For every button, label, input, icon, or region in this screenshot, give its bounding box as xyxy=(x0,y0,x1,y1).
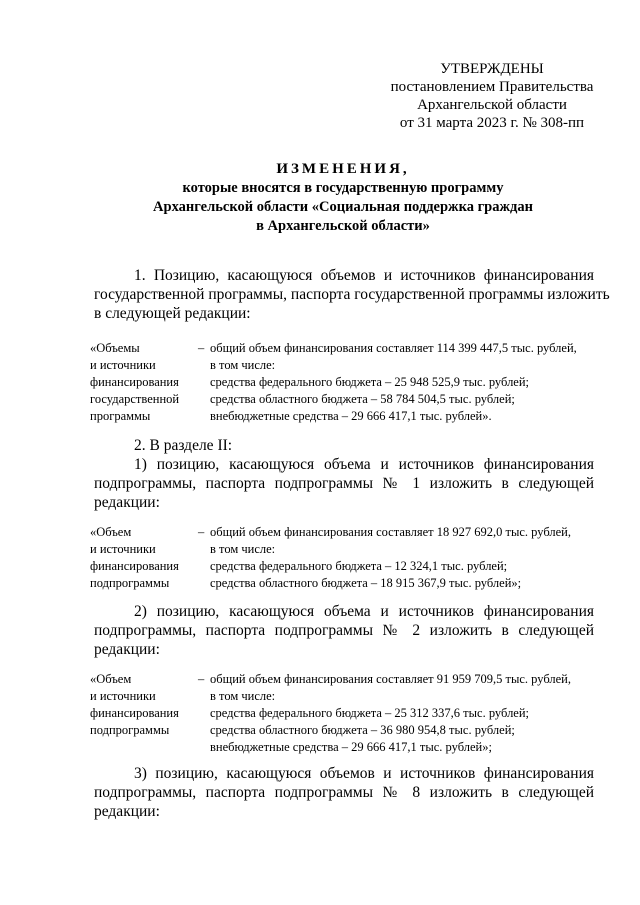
paragraph-line: 1) позицию, касающуюся объема и источников финансирования xyxy=(134,456,594,473)
paragraph-line: в следующей редакции: xyxy=(94,305,251,322)
approval-line: Архангельской области xyxy=(417,97,567,113)
paragraph-2 xyxy=(94,436,594,455)
paragraph-line: 3) позицию, касающуюся объемов и источников финансирования xyxy=(134,765,594,782)
paragraph-line: редакции: xyxy=(94,803,160,820)
value-line: в том числе: xyxy=(210,689,276,703)
paragraph-line: 1. Позицию, касающуюся объемов и источников финансирования xyxy=(134,267,594,284)
paragraph-1 xyxy=(94,266,610,323)
title-line: которые вносятся в государственную программу xyxy=(182,180,504,196)
value-line: общий объем финансирования составляет 114 399 447,5 тыс. рублей, xyxy=(210,341,577,355)
label-line: финансирования xyxy=(90,375,179,389)
table-values xyxy=(210,340,600,425)
value-line: средства федерального бюджета – 12 324,1 тыс. рублей; xyxy=(210,559,508,573)
paragraph-line: редакции: xyxy=(94,494,160,511)
paragraph-line: государственной программы, паспорта государственной программы изложить xyxy=(94,286,610,303)
label-line: «Объем xyxy=(90,672,132,686)
value-line: общий объем финансирования составляет 18 927 692,0 тыс. рублей, xyxy=(210,525,571,539)
value-line: средства федерального бюджета – 25 312 337,6 тыс. рублей; xyxy=(210,706,530,720)
approval-date: от 31 марта 2023 г. № 308-пп xyxy=(399,115,585,131)
value-line: средства областного бюджета – 36 980 954,8 тыс. рублей; xyxy=(210,723,515,737)
paragraph-line: подпрограммы, паспорта подпрограммы № 2 изложить в следующей xyxy=(94,622,594,639)
table-dash: – xyxy=(198,341,205,355)
paragraph-line: 2. В разделе II: xyxy=(134,437,233,454)
title-heading: ИЗМЕНЕНИЯ, xyxy=(276,161,410,177)
paragraph-4 xyxy=(94,602,594,659)
title-line: в Архангельской области» xyxy=(256,218,430,234)
title-line: Архангельской области «Социальная поддержка граждан xyxy=(153,199,533,215)
approval-line: постановлением Правительства xyxy=(390,79,594,95)
paragraph-line: подпрограммы, паспорта подпрограммы № 1 изложить в следующей xyxy=(94,475,594,492)
label-line: и источники xyxy=(90,542,156,556)
table-values xyxy=(210,671,600,756)
label-line: и источники xyxy=(90,358,156,372)
value-line: в том числе: xyxy=(210,542,276,556)
label-line: государственной xyxy=(90,392,180,406)
paragraph-line: подпрограммы, паспорта подпрограммы № 8 изложить в следующей xyxy=(94,784,594,801)
value-line: внебюджетные средства – 29 666 417,1 тыс. рублей». xyxy=(210,409,492,423)
label-line: программы xyxy=(90,409,151,423)
table-dash: – xyxy=(198,525,205,539)
label-line: подпрограммы xyxy=(90,576,170,590)
table-label xyxy=(90,340,190,425)
table-dash: – xyxy=(198,672,205,686)
label-line: подпрограммы xyxy=(90,723,170,737)
paragraph-5 xyxy=(94,764,594,821)
value-line: средства областного бюджета – 58 784 504,5 тыс. рублей; xyxy=(210,392,515,406)
approval-heading: УТВЕРЖДЕНЫ xyxy=(440,61,544,77)
value-line: внебюджетные средства – 29 666 417,1 тыс. рублей»; xyxy=(210,740,492,754)
approval-block xyxy=(380,60,604,132)
table-values xyxy=(210,524,600,592)
paragraph-line: редакции: xyxy=(94,641,160,658)
value-line: в том числе: xyxy=(210,358,276,372)
value-line: средства федерального бюджета – 25 948 525,9 тыс. рублей; xyxy=(210,375,530,389)
value-line: общий объем финансирования составляет 91 959 709,5 тыс. рублей, xyxy=(210,672,571,686)
paragraph-3 xyxy=(94,455,594,512)
table-label xyxy=(90,671,190,739)
label-line: финансирования xyxy=(90,559,179,573)
label-line: «Объем xyxy=(90,525,132,539)
label-line: «Объемы xyxy=(90,341,140,355)
paragraph-line: 2) позицию, касающуюся объема и источников финансирования xyxy=(134,603,594,620)
document-title xyxy=(90,160,596,236)
label-line: и источники xyxy=(90,689,156,703)
value-line: средства областного бюджета – 18 915 367,9 тыс. рублей»; xyxy=(210,576,522,590)
table-label xyxy=(90,524,190,592)
label-line: финансирования xyxy=(90,706,179,720)
